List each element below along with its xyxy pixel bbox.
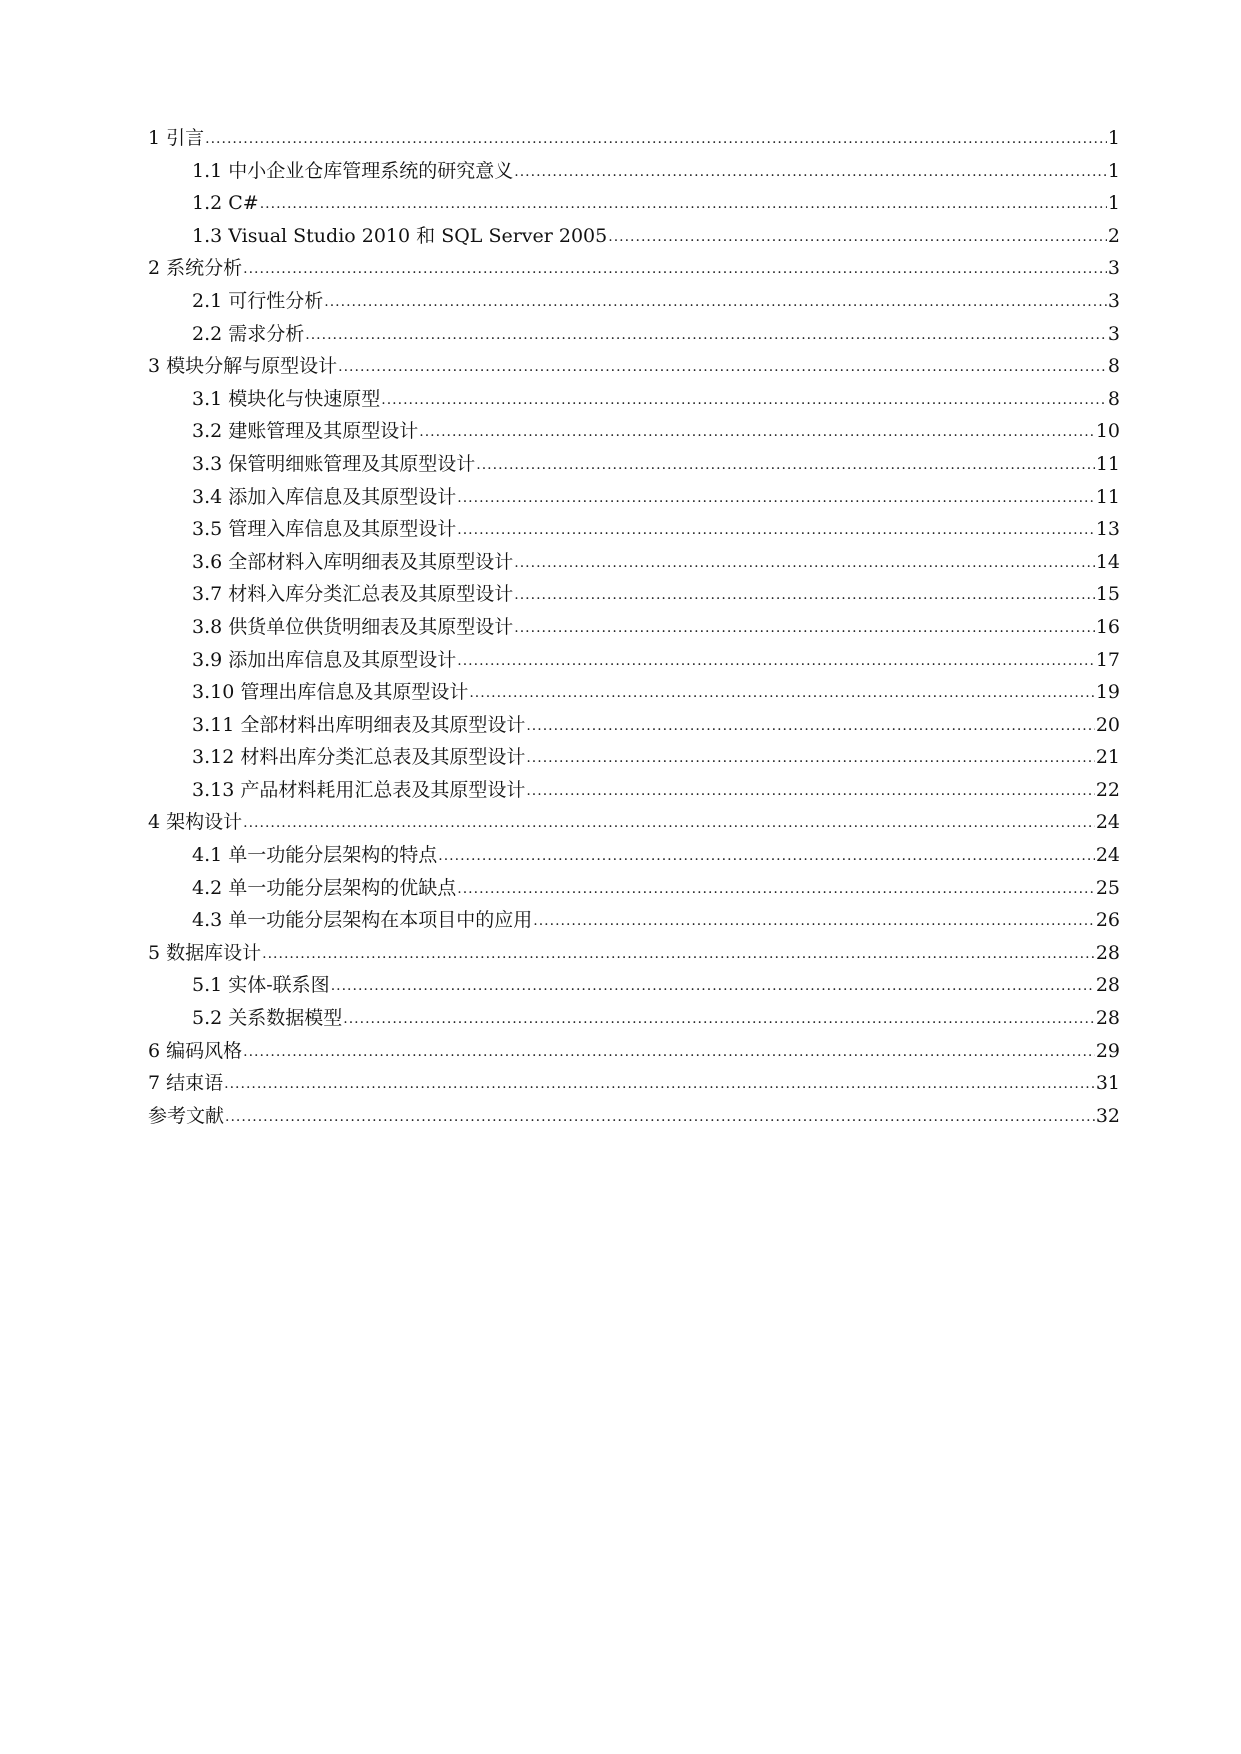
toc-entry-title: 1.2 C# <box>192 192 259 215</box>
toc-entry-page-number: 28 <box>1095 974 1120 997</box>
toc-dot-leader <box>514 612 1095 645</box>
toc-entry-title: 3 模块分解与原型设计 <box>148 355 338 378</box>
toc-entry[interactable] <box>148 155 1120 188</box>
toc-entry-title: 3.4 添加入库信息及其原型设计 <box>192 485 457 508</box>
toc-entry[interactable] <box>148 1100 1120 1133</box>
toc-entry-page-number: 3 <box>1107 289 1120 312</box>
toc-dot-leader <box>526 775 1094 808</box>
toc-entry[interactable] <box>148 122 1120 155</box>
table-of-contents <box>148 122 1120 1132</box>
toc-entry-title: 2.1 可行性分析 <box>192 289 324 312</box>
toc-entry[interactable] <box>148 709 1120 742</box>
toc-dot-leader <box>514 156 1107 189</box>
toc-dot-leader <box>514 547 1095 580</box>
toc-entry[interactable] <box>148 415 1120 448</box>
toc-entry-title: 2 系统分析 <box>148 257 243 280</box>
toc-entry[interactable] <box>148 937 1120 970</box>
toc-entry-page-number: 2 <box>1107 224 1120 247</box>
toc-dot-leader <box>324 286 1107 319</box>
toc-entry-page-number: 21 <box>1095 746 1120 769</box>
toc-dot-leader <box>457 482 1095 515</box>
toc-entry[interactable] <box>148 806 1120 839</box>
toc-entry-page-number: 8 <box>1107 387 1120 410</box>
toc-dot-leader <box>457 873 1095 906</box>
toc-dot-leader <box>262 938 1095 971</box>
toc-entry-title: 6 编码风格 <box>148 1039 243 1062</box>
toc-entry-page-number: 3 <box>1107 257 1120 280</box>
toc-entry-title: 4.3 单一功能分层架构在本项目中的应用 <box>192 909 533 932</box>
toc-dot-leader <box>260 188 1107 221</box>
toc-dot-leader <box>205 123 1107 156</box>
toc-entry-title: 3.3 保管明细账管理及其原型设计 <box>192 452 476 475</box>
toc-entry[interactable] <box>148 1002 1120 1035</box>
toc-entry-title: 参考文献 <box>148 1104 225 1127</box>
toc-entry-page-number: 14 <box>1095 550 1120 573</box>
toc-entry-page-number: 11 <box>1095 452 1120 475</box>
toc-entry-title: 3.10 管理出库信息及其原型设计 <box>192 681 469 704</box>
toc-dot-leader <box>338 351 1107 384</box>
toc-entry[interactable] <box>148 578 1120 611</box>
toc-entry[interactable] <box>148 350 1120 383</box>
toc-entry-title: 3.6 全部材料入库明细表及其原型设计 <box>192 550 514 573</box>
toc-entry-title: 3.5 管理入库信息及其原型设计 <box>192 518 457 541</box>
toc-entry-title: 4.2 单一功能分层架构的优缺点 <box>192 876 457 899</box>
toc-entry[interactable] <box>148 481 1120 514</box>
toc-dot-leader <box>224 1068 1095 1101</box>
toc-entry[interactable] <box>148 1035 1120 1068</box>
toc-entry-title: 4 架构设计 <box>148 811 243 834</box>
toc-entry-page-number: 11 <box>1095 485 1120 508</box>
toc-entry-page-number: 1 <box>1107 159 1120 182</box>
toc-entry-page-number: 28 <box>1095 941 1120 964</box>
toc-entry-page-number: 24 <box>1095 844 1120 867</box>
toc-entry[interactable] <box>148 448 1120 481</box>
toc-entry-title: 1.1 中小企业仓库管理系统的研究意义 <box>192 159 514 182</box>
toc-entry[interactable] <box>148 318 1120 351</box>
toc-entry-title: 1.3 Visual Studio 2010 和 SQL Server 2005 <box>192 224 608 247</box>
toc-entry[interactable] <box>148 220 1120 253</box>
toc-entry-page-number: 29 <box>1095 1039 1120 1062</box>
toc-entry-page-number: 19 <box>1095 681 1120 704</box>
toc-dot-leader <box>243 253 1107 286</box>
toc-dot-leader <box>469 677 1094 710</box>
toc-entry-title: 5.2 关系数据模型 <box>192 1007 343 1030</box>
toc-dot-leader <box>476 449 1095 482</box>
toc-entry-page-number: 31 <box>1095 1072 1120 1095</box>
toc-entry-page-number: 10 <box>1095 420 1120 443</box>
toc-dot-leader <box>225 1101 1095 1134</box>
toc-entry-page-number: 3 <box>1107 322 1120 345</box>
toc-entry-title: 3.13 产品材料耗用汇总表及其原型设计 <box>192 778 526 801</box>
toc-dot-leader <box>343 1003 1095 1036</box>
toc-entry-page-number: 1 <box>1107 192 1120 215</box>
toc-dot-leader <box>305 319 1107 352</box>
toc-entry[interactable] <box>148 187 1120 220</box>
toc-entry[interactable] <box>148 741 1120 774</box>
toc-entry[interactable] <box>148 644 1120 677</box>
toc-dot-leader <box>457 514 1095 547</box>
toc-entry-title: 5.1 实体-联系图 <box>192 974 330 997</box>
toc-entry-title: 3.7 材料入库分类汇总表及其原型设计 <box>192 583 514 606</box>
toc-entry-title: 3.2 建账管理及其原型设计 <box>192 420 419 443</box>
toc-dot-leader <box>381 384 1107 417</box>
toc-entry-page-number: 1 <box>1107 127 1120 149</box>
toc-dot-leader <box>331 970 1095 1003</box>
toc-dot-leader <box>526 710 1094 743</box>
toc-entry-page-number: 13 <box>1095 518 1120 541</box>
toc-entry-title: 5 数据库设计 <box>148 941 262 964</box>
toc-dot-leader <box>526 742 1094 775</box>
toc-entry[interactable] <box>148 513 1120 546</box>
toc-entry-title: 3.11 全部材料出库明细表及其原型设计 <box>192 713 526 736</box>
toc-entry-page-number: 20 <box>1095 713 1120 736</box>
toc-entry-page-number: 16 <box>1095 615 1120 638</box>
toc-dot-leader <box>419 416 1095 449</box>
toc-entry-title: 3.1 模块化与快速原型 <box>192 387 381 410</box>
toc-entry-title: 1 引言 <box>148 127 205 149</box>
toc-entry[interactable] <box>148 1067 1120 1100</box>
toc-entry[interactable] <box>148 774 1120 807</box>
toc-entry[interactable] <box>148 252 1120 285</box>
toc-entry-title: 4.1 单一功能分层架构的特点 <box>192 844 438 867</box>
toc-entry-title: 3.8 供货单位供货明细表及其原型设计 <box>192 615 514 638</box>
toc-entry-title: 3.12 材料出库分类汇总表及其原型设计 <box>192 746 526 769</box>
toc-entry[interactable] <box>148 611 1120 644</box>
toc-entry-page-number: 32 <box>1095 1104 1120 1127</box>
toc-entry-title: 2.2 需求分析 <box>192 322 305 345</box>
toc-entry-title: 7 结束语 <box>148 1072 224 1095</box>
toc-entry[interactable] <box>148 546 1120 579</box>
toc-dot-leader <box>243 807 1095 840</box>
toc-dot-leader <box>533 905 1095 938</box>
toc-entry[interactable] <box>148 285 1120 318</box>
toc-entry[interactable] <box>148 904 1120 937</box>
toc-dot-leader <box>514 579 1095 612</box>
toc-entry-page-number: 28 <box>1095 1007 1120 1030</box>
toc-entry[interactable] <box>148 383 1120 416</box>
toc-entry[interactable] <box>148 676 1120 709</box>
toc-dot-leader <box>457 645 1095 678</box>
toc-entry[interactable] <box>148 969 1120 1002</box>
toc-entry-page-number: 25 <box>1095 876 1120 899</box>
toc-entry[interactable] <box>148 839 1120 872</box>
toc-dot-leader <box>608 221 1107 254</box>
toc-entry-page-number: 22 <box>1095 778 1120 801</box>
toc-entry-page-number: 24 <box>1095 811 1120 834</box>
toc-dot-leader <box>438 840 1095 873</box>
toc-entry-page-number: 17 <box>1095 648 1120 671</box>
toc-entry[interactable] <box>148 872 1120 905</box>
toc-entry-page-number: 15 <box>1095 583 1120 606</box>
toc-entry-page-number: 8 <box>1107 355 1120 378</box>
toc-dot-leader <box>243 1036 1095 1069</box>
toc-entry-title: 3.9 添加出库信息及其原型设计 <box>192 648 457 671</box>
toc-entry-page-number: 26 <box>1095 909 1120 932</box>
